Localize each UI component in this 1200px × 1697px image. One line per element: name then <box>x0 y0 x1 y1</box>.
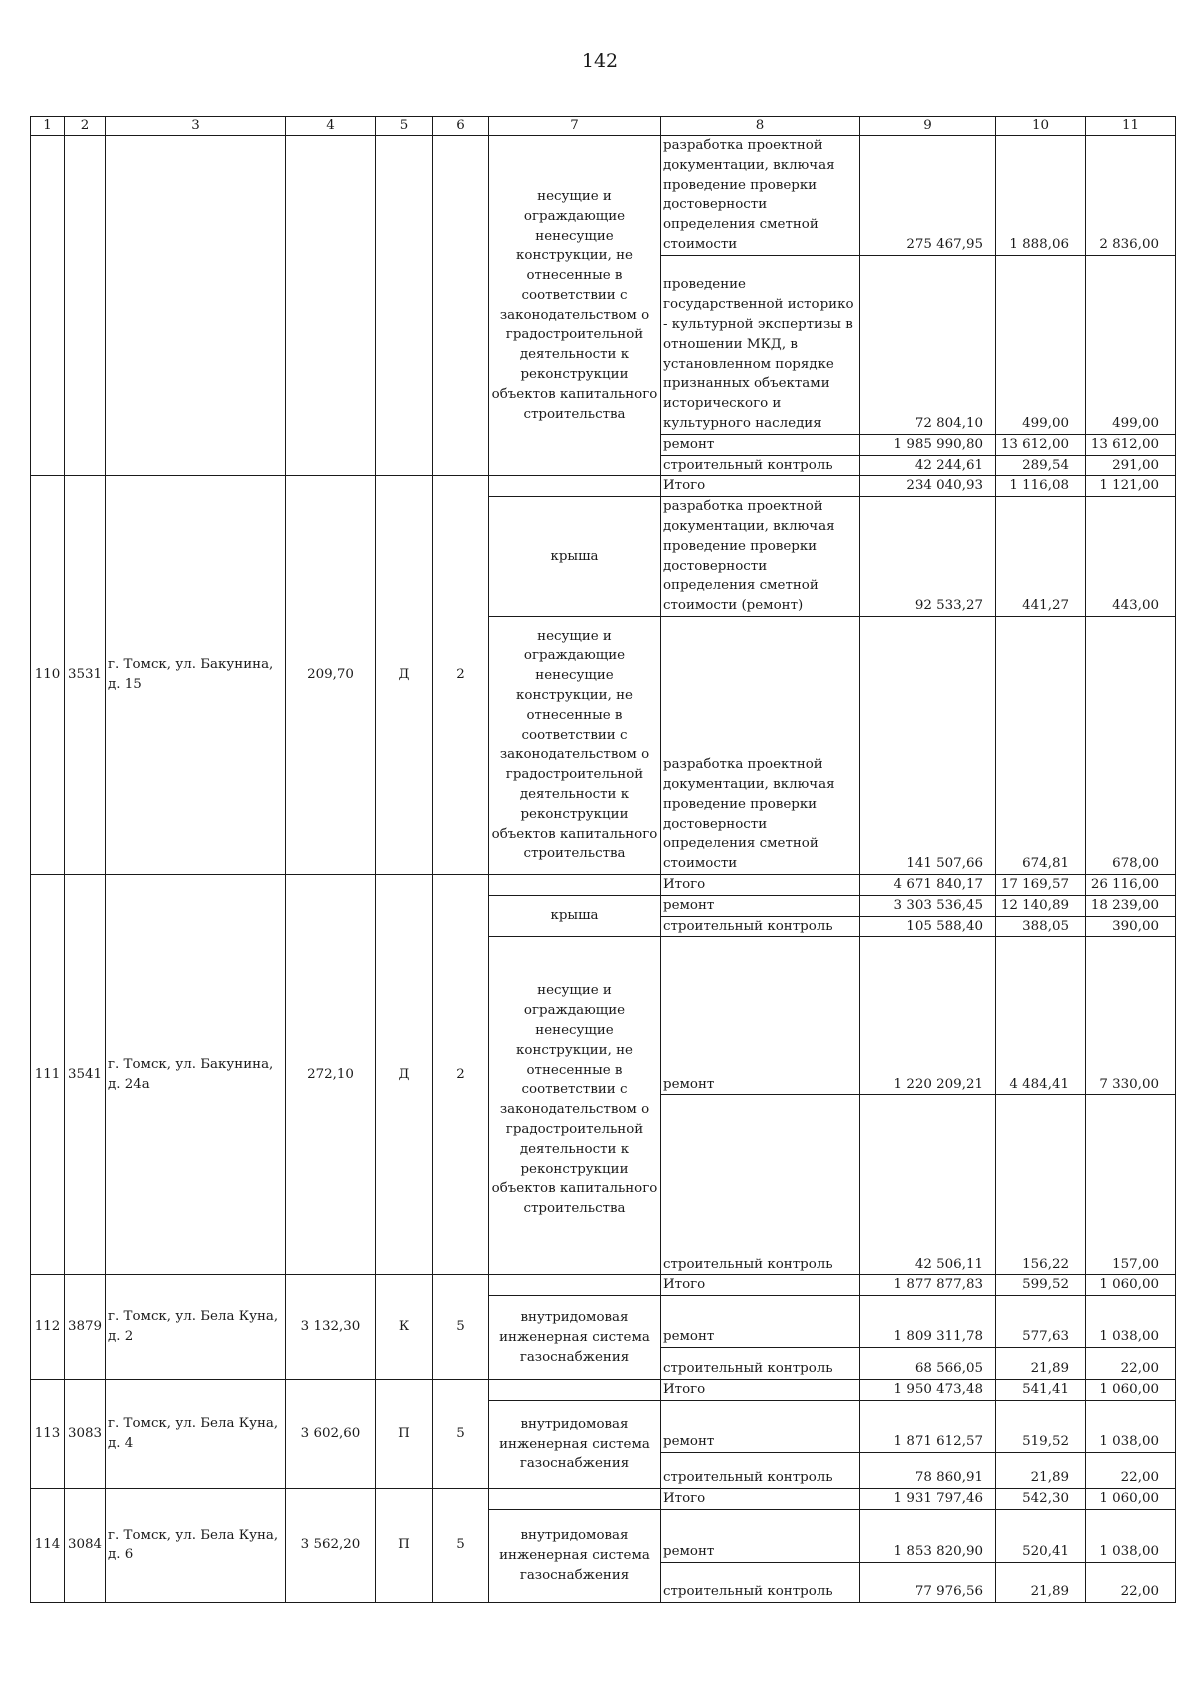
cost-limit: 2 836,00 <box>1086 136 1176 256</box>
work-type: проведение государственной историко - культурной экспертизы в отношении МКД, в установленном порядке признанных объектами исторического и культурного наследия <box>661 255 860 434</box>
house-type: П <box>376 1380 433 1489</box>
cost-limit: 22,00 <box>1086 1348 1176 1380</box>
cost-total: 72 804,10 <box>860 255 996 434</box>
cost-per-sqm: 519,52 <box>996 1400 1086 1452</box>
cell-blank <box>489 874 661 895</box>
cell-blank <box>65 136 106 476</box>
col-header-10: 10 <box>996 117 1086 136</box>
page-number: 142 <box>581 50 619 72</box>
cost-per-sqm: 289,54 <box>996 455 1086 476</box>
element-roof: крыша <box>489 497 661 617</box>
cost-per-sqm: 13 612,00 <box>996 434 1086 455</box>
cost-per-sqm: 577,63 <box>996 1296 1086 1348</box>
cost-total: 92 533,27 <box>860 497 996 617</box>
cost-limit: 443,00 <box>1086 497 1176 617</box>
cost-limit: 18 239,00 <box>1086 895 1176 916</box>
col-header-3: 3 <box>106 117 286 136</box>
house-code: 3083 <box>65 1380 106 1489</box>
house-floors: 5 <box>433 1380 489 1489</box>
table-row <box>31 476 1176 497</box>
work-type: строительный контроль <box>661 1452 860 1488</box>
work-type: ремонт <box>661 1296 860 1348</box>
work-type: строительный контроль <box>661 1348 860 1380</box>
cost-total: 1 809 311,78 <box>860 1296 996 1348</box>
cost-limit: 678,00 <box>1086 616 1176 874</box>
element-roof: крыша <box>489 895 661 937</box>
column-numbers-row <box>31 117 1176 136</box>
house-area: 209,70 <box>286 476 376 875</box>
cost-per-sqm: 12 140,89 <box>996 895 1086 916</box>
cost-per-sqm: 4 484,41 <box>996 937 1086 1095</box>
element-structures: несущие и ограждающие ненесущие конструкции, не отнесенные в соответствии с законодательством о градостроительной деятельности к реконструкции объектов капитального строительства <box>489 616 661 874</box>
cost-limit: 1 060,00 <box>1086 1488 1176 1509</box>
cost-per-sqm: 520,41 <box>996 1509 1086 1562</box>
house-floors: 2 <box>433 476 489 875</box>
cost-total: 42 506,11 <box>860 1095 996 1275</box>
cost-total: 1 985 990,80 <box>860 434 996 455</box>
row-number: 111 <box>31 874 65 1274</box>
cell-blank <box>489 1275 661 1296</box>
cost-per-sqm: 17 169,57 <box>996 874 1086 895</box>
cost-total: 1 871 612,57 <box>860 1400 996 1452</box>
total-label: Итого <box>661 1275 860 1296</box>
table-row <box>31 136 1176 256</box>
cost-total: 68 566,05 <box>860 1348 996 1380</box>
cost-per-sqm: 21,89 <box>996 1452 1086 1488</box>
cost-total: 1 931 797,46 <box>860 1488 996 1509</box>
element-structures: несущие и ограждающие ненесущие конструкции, не отнесенные в соответствии с законодательством о градостроительной деятельности к реконструкции объектов капитального строительства <box>489 937 661 1275</box>
work-type: ремонт <box>661 1400 860 1452</box>
house-code: 3531 <box>65 476 106 875</box>
house-code: 3879 <box>65 1275 106 1380</box>
cost-limit: 1 038,00 <box>1086 1400 1176 1452</box>
cost-limit: 1 060,00 <box>1086 1380 1176 1401</box>
cost-per-sqm: 388,05 <box>996 916 1086 937</box>
work-type: строительный контроль <box>661 1095 860 1275</box>
house-area: 272,10 <box>286 874 376 1274</box>
cost-per-sqm: 441,27 <box>996 497 1086 617</box>
cost-total: 1 950 473,48 <box>860 1380 996 1401</box>
cost-total: 234 040,93 <box>860 476 996 497</box>
work-type: строительный контроль <box>661 916 860 937</box>
work-type: ремонт <box>661 1509 860 1562</box>
house-area: 3 602,60 <box>286 1380 376 1489</box>
cost-limit: 499,00 <box>1086 255 1176 434</box>
cost-limit: 157,00 <box>1086 1095 1176 1275</box>
row-number: 112 <box>31 1275 65 1380</box>
house-area: 3 132,30 <box>286 1275 376 1380</box>
house-type: Д <box>376 874 433 1274</box>
cell-blank <box>376 136 433 476</box>
cost-total: 3 303 536,45 <box>860 895 996 916</box>
work-type: ремонт <box>661 937 860 1095</box>
col-header-11: 11 <box>1086 117 1176 136</box>
cost-limit: 1 121,00 <box>1086 476 1176 497</box>
cell-blank <box>31 136 65 476</box>
element-structures: несущие и ограждающие ненесущие конструкции, не отнесенные в соответствии с законодательством о градостроительной деятельности к реконструкции объектов капитального строительства <box>489 136 661 476</box>
cost-limit: 22,00 <box>1086 1562 1176 1602</box>
table-row <box>31 1275 1176 1296</box>
cost-per-sqm: 599,52 <box>996 1275 1086 1296</box>
work-type: разработка проектной документации, включая проведение проверки достоверности определения сметной стоимости (ремонт) <box>661 497 860 617</box>
cost-per-sqm: 674,81 <box>996 616 1086 874</box>
row-number: 113 <box>31 1380 65 1489</box>
table-row <box>31 1380 1176 1401</box>
cell-blank <box>286 136 376 476</box>
cell-blank <box>489 1488 661 1509</box>
cost-total: 1 220 209,21 <box>860 937 996 1095</box>
col-header-7: 7 <box>489 117 661 136</box>
work-type: строительный контроль <box>661 1562 860 1602</box>
house-code: 3084 <box>65 1488 106 1602</box>
cost-total: 105 588,40 <box>860 916 996 937</box>
house-floors: 2 <box>433 874 489 1274</box>
cost-limit: 1 038,00 <box>1086 1296 1176 1348</box>
work-type: ремонт <box>661 434 860 455</box>
cost-limit: 13 612,00 <box>1086 434 1176 455</box>
cell-blank <box>106 136 286 476</box>
cost-per-sqm: 1 888,06 <box>996 136 1086 256</box>
work-type: разработка проектной документации, включая проведение проверки достоверности определения сметной стоимости <box>661 616 860 874</box>
col-header-6: 6 <box>433 117 489 136</box>
col-header-2: 2 <box>65 117 106 136</box>
cost-per-sqm: 499,00 <box>996 255 1086 434</box>
element-gas-system: внутридомовая инженерная система газоснабжения <box>489 1509 661 1602</box>
col-header-5: 5 <box>376 117 433 136</box>
cost-total: 77 976,56 <box>860 1562 996 1602</box>
cost-total: 42 244,61 <box>860 455 996 476</box>
cost-per-sqm: 21,89 <box>996 1562 1086 1602</box>
house-floors: 5 <box>433 1488 489 1602</box>
cell-blank <box>489 1380 661 1401</box>
cost-limit: 1 038,00 <box>1086 1509 1176 1562</box>
col-header-8: 8 <box>661 117 860 136</box>
cell-blank <box>433 136 489 476</box>
house-type: П <box>376 1488 433 1602</box>
house-address: г. Томск, ул. Бакунина, д. 24а <box>106 874 286 1274</box>
col-header-4: 4 <box>286 117 376 136</box>
house-address: г. Томск, ул. Бела Куна, д. 4 <box>106 1380 286 1489</box>
cost-per-sqm: 542,30 <box>996 1488 1086 1509</box>
house-address: г. Томск, ул. Бакунина, д. 15 <box>106 476 286 875</box>
col-header-1: 1 <box>31 117 65 136</box>
row-number: 110 <box>31 476 65 875</box>
cost-total: 78 860,91 <box>860 1452 996 1488</box>
work-type: ремонт <box>661 895 860 916</box>
total-label: Итого <box>661 1488 860 1509</box>
total-label: Итого <box>661 476 860 497</box>
element-gas-system: внутридомовая инженерная система газоснабжения <box>489 1400 661 1488</box>
cost-total: 275 467,95 <box>860 136 996 256</box>
total-label: Итого <box>661 1380 860 1401</box>
cost-limit: 1 060,00 <box>1086 1275 1176 1296</box>
cost-per-sqm: 1 116,08 <box>996 476 1086 497</box>
work-type: строительный контроль <box>661 455 860 476</box>
house-area: 3 562,20 <box>286 1488 376 1602</box>
house-floors: 5 <box>433 1275 489 1380</box>
house-type: К <box>376 1275 433 1380</box>
col-header-9: 9 <box>860 117 996 136</box>
element-gas-system: внутридомовая инженерная система газоснабжения <box>489 1296 661 1380</box>
house-type: Д <box>376 476 433 875</box>
table-row <box>31 874 1176 895</box>
cost-per-sqm: 541,41 <box>996 1380 1086 1401</box>
cost-total: 141 507,66 <box>860 616 996 874</box>
house-address: г. Томск, ул. Бела Куна, д. 2 <box>106 1275 286 1380</box>
row-number: 114 <box>31 1488 65 1602</box>
table-row <box>31 1488 1176 1509</box>
cost-limit: 22,00 <box>1086 1452 1176 1488</box>
house-code: 3541 <box>65 874 106 1274</box>
cost-total: 4 671 840,17 <box>860 874 996 895</box>
cost-limit: 7 330,00 <box>1086 937 1176 1095</box>
cost-total: 1 877 877,83 <box>860 1275 996 1296</box>
capital-repair-table <box>30 116 1176 1603</box>
work-type: разработка проектной документации, включая проведение проверки достоверности определения сметной стоимости <box>661 136 860 256</box>
cost-total: 1 853 820,90 <box>860 1509 996 1562</box>
cost-per-sqm: 21,89 <box>996 1348 1086 1380</box>
total-label: Итого <box>661 874 860 895</box>
cost-limit: 26 116,00 <box>1086 874 1176 895</box>
cost-per-sqm: 156,22 <box>996 1095 1086 1275</box>
house-address: г. Томск, ул. Бела Куна, д. 6 <box>106 1488 286 1602</box>
cell-blank <box>489 476 661 497</box>
cost-limit: 390,00 <box>1086 916 1176 937</box>
cost-limit: 291,00 <box>1086 455 1176 476</box>
